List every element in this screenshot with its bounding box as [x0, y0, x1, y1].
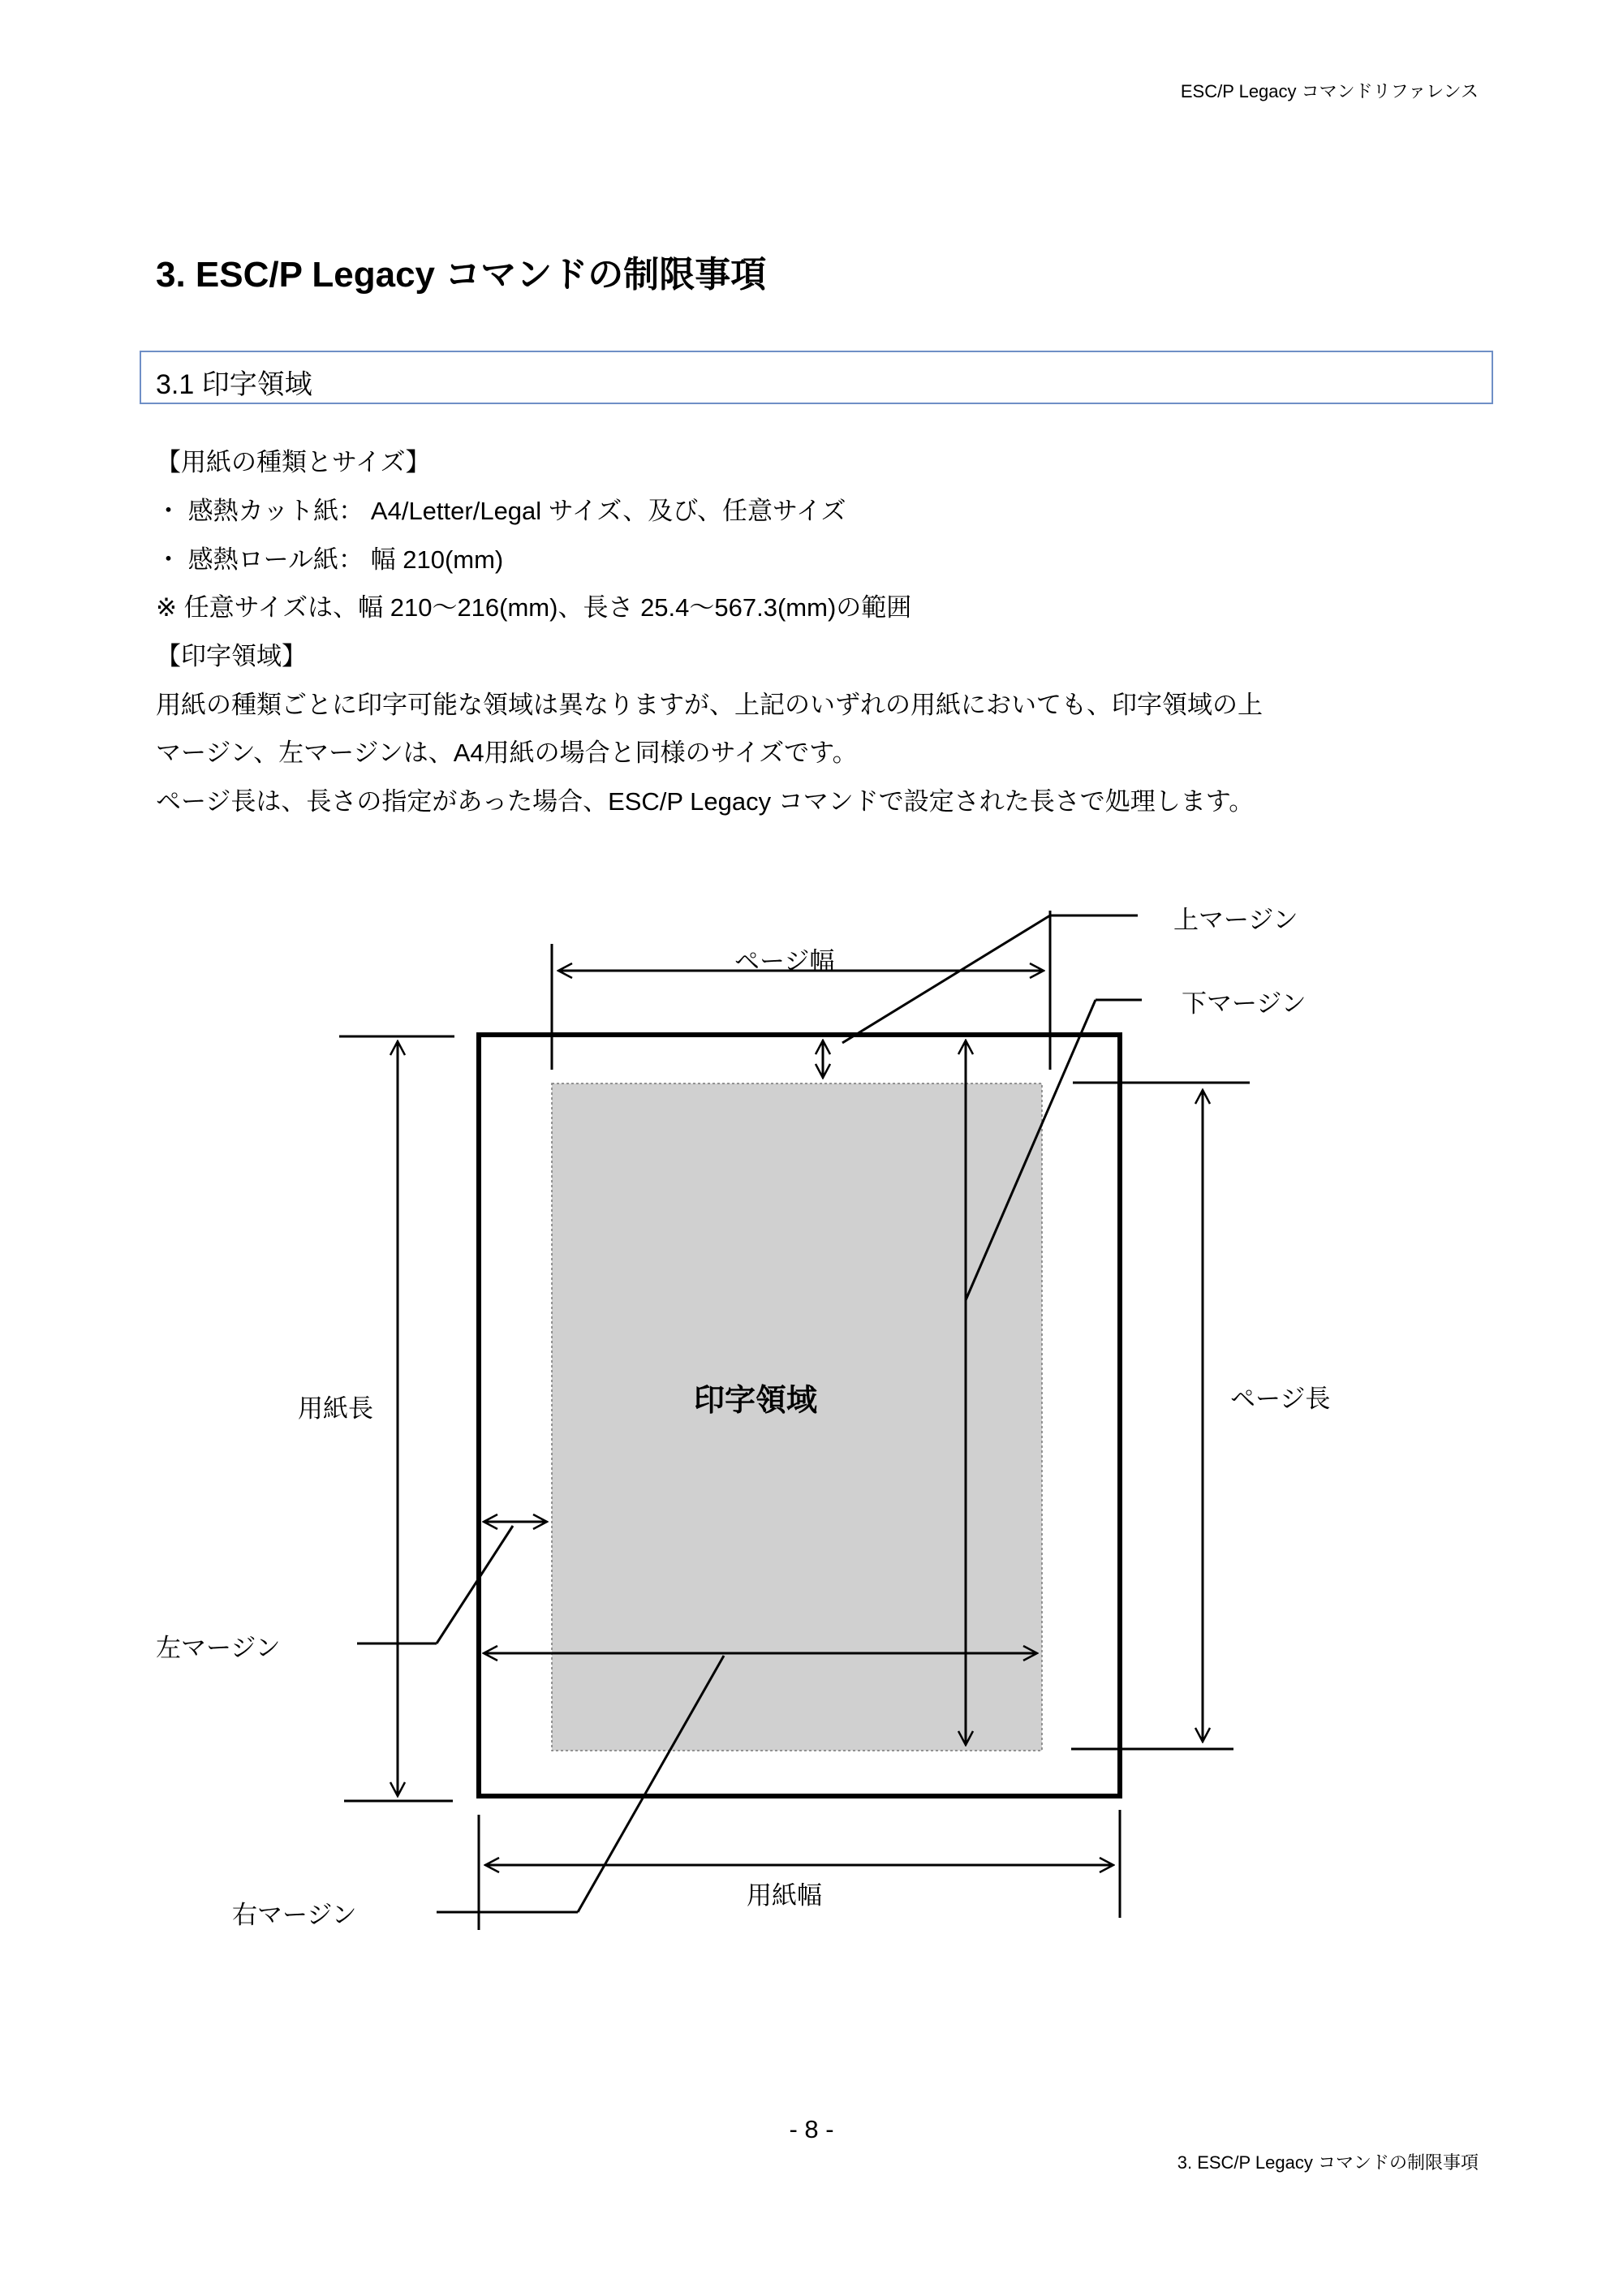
paper-length-label: 用紙長 [298, 1394, 373, 1423]
right-margin-label: 右マージン [232, 1901, 357, 1929]
page-length-label: ページ長 [1230, 1385, 1331, 1413]
left-margin-leader [437, 1526, 513, 1643]
bullet-cut-paper: ・ 感熱カット紙： A4/Letter/Legal サイズ、及び、任意サイズ [156, 497, 846, 525]
print-area-text-line-2: マージン、左マージンは、A4用紙の場合と同様のサイズです。 [156, 739, 858, 767]
note-custom-size: ※ 任意サイズは、幅 210～216(mm)、長さ 25.4～567.3(mm)の範囲 [156, 593, 912, 622]
paper-width-label: 用紙幅 [747, 1881, 822, 1910]
print-area-label: 印字領域 [694, 1384, 818, 1418]
bottom-margin-label: 下マージン [1182, 989, 1307, 1018]
running-header: ESC/P Legacy コマンドリファレンス [1180, 81, 1479, 101]
page-number: - 8 - [789, 2115, 834, 2143]
paper-types-heading: 【用紙の種類とサイズ】 [156, 448, 431, 476]
bullet-roll-paper: ・ 感熱ロール紙： 幅 210(mm) [156, 545, 504, 574]
print-area-text-line-3: ページ長は、長さの指定があった場合、ESC/P Legacy コマンドで設定された長さで処理します。 [156, 787, 1255, 816]
top-margin-label: 上マージン [1173, 906, 1298, 934]
top-margin-leader [842, 915, 1050, 1043]
print-area-heading: 【印字領域】 [156, 642, 307, 670]
chapter-title: 3. ESC/P Legacy コマンドの制限事項 [156, 255, 767, 295]
footer-chapter-title: 3. ESC/P Legacy コマンドの制限事項 [1177, 2152, 1479, 2173]
print-area-text-line-1: 用紙の種類ごとに印字可能な領域は異なりますが、上記のいずれの用紙においても、印字領域の上 [156, 691, 1263, 719]
section-title: 3.1 印字領域 [156, 369, 312, 400]
page-width-label: ページ幅 [734, 947, 835, 976]
left-margin-label: 左マージン [156, 1634, 281, 1662]
